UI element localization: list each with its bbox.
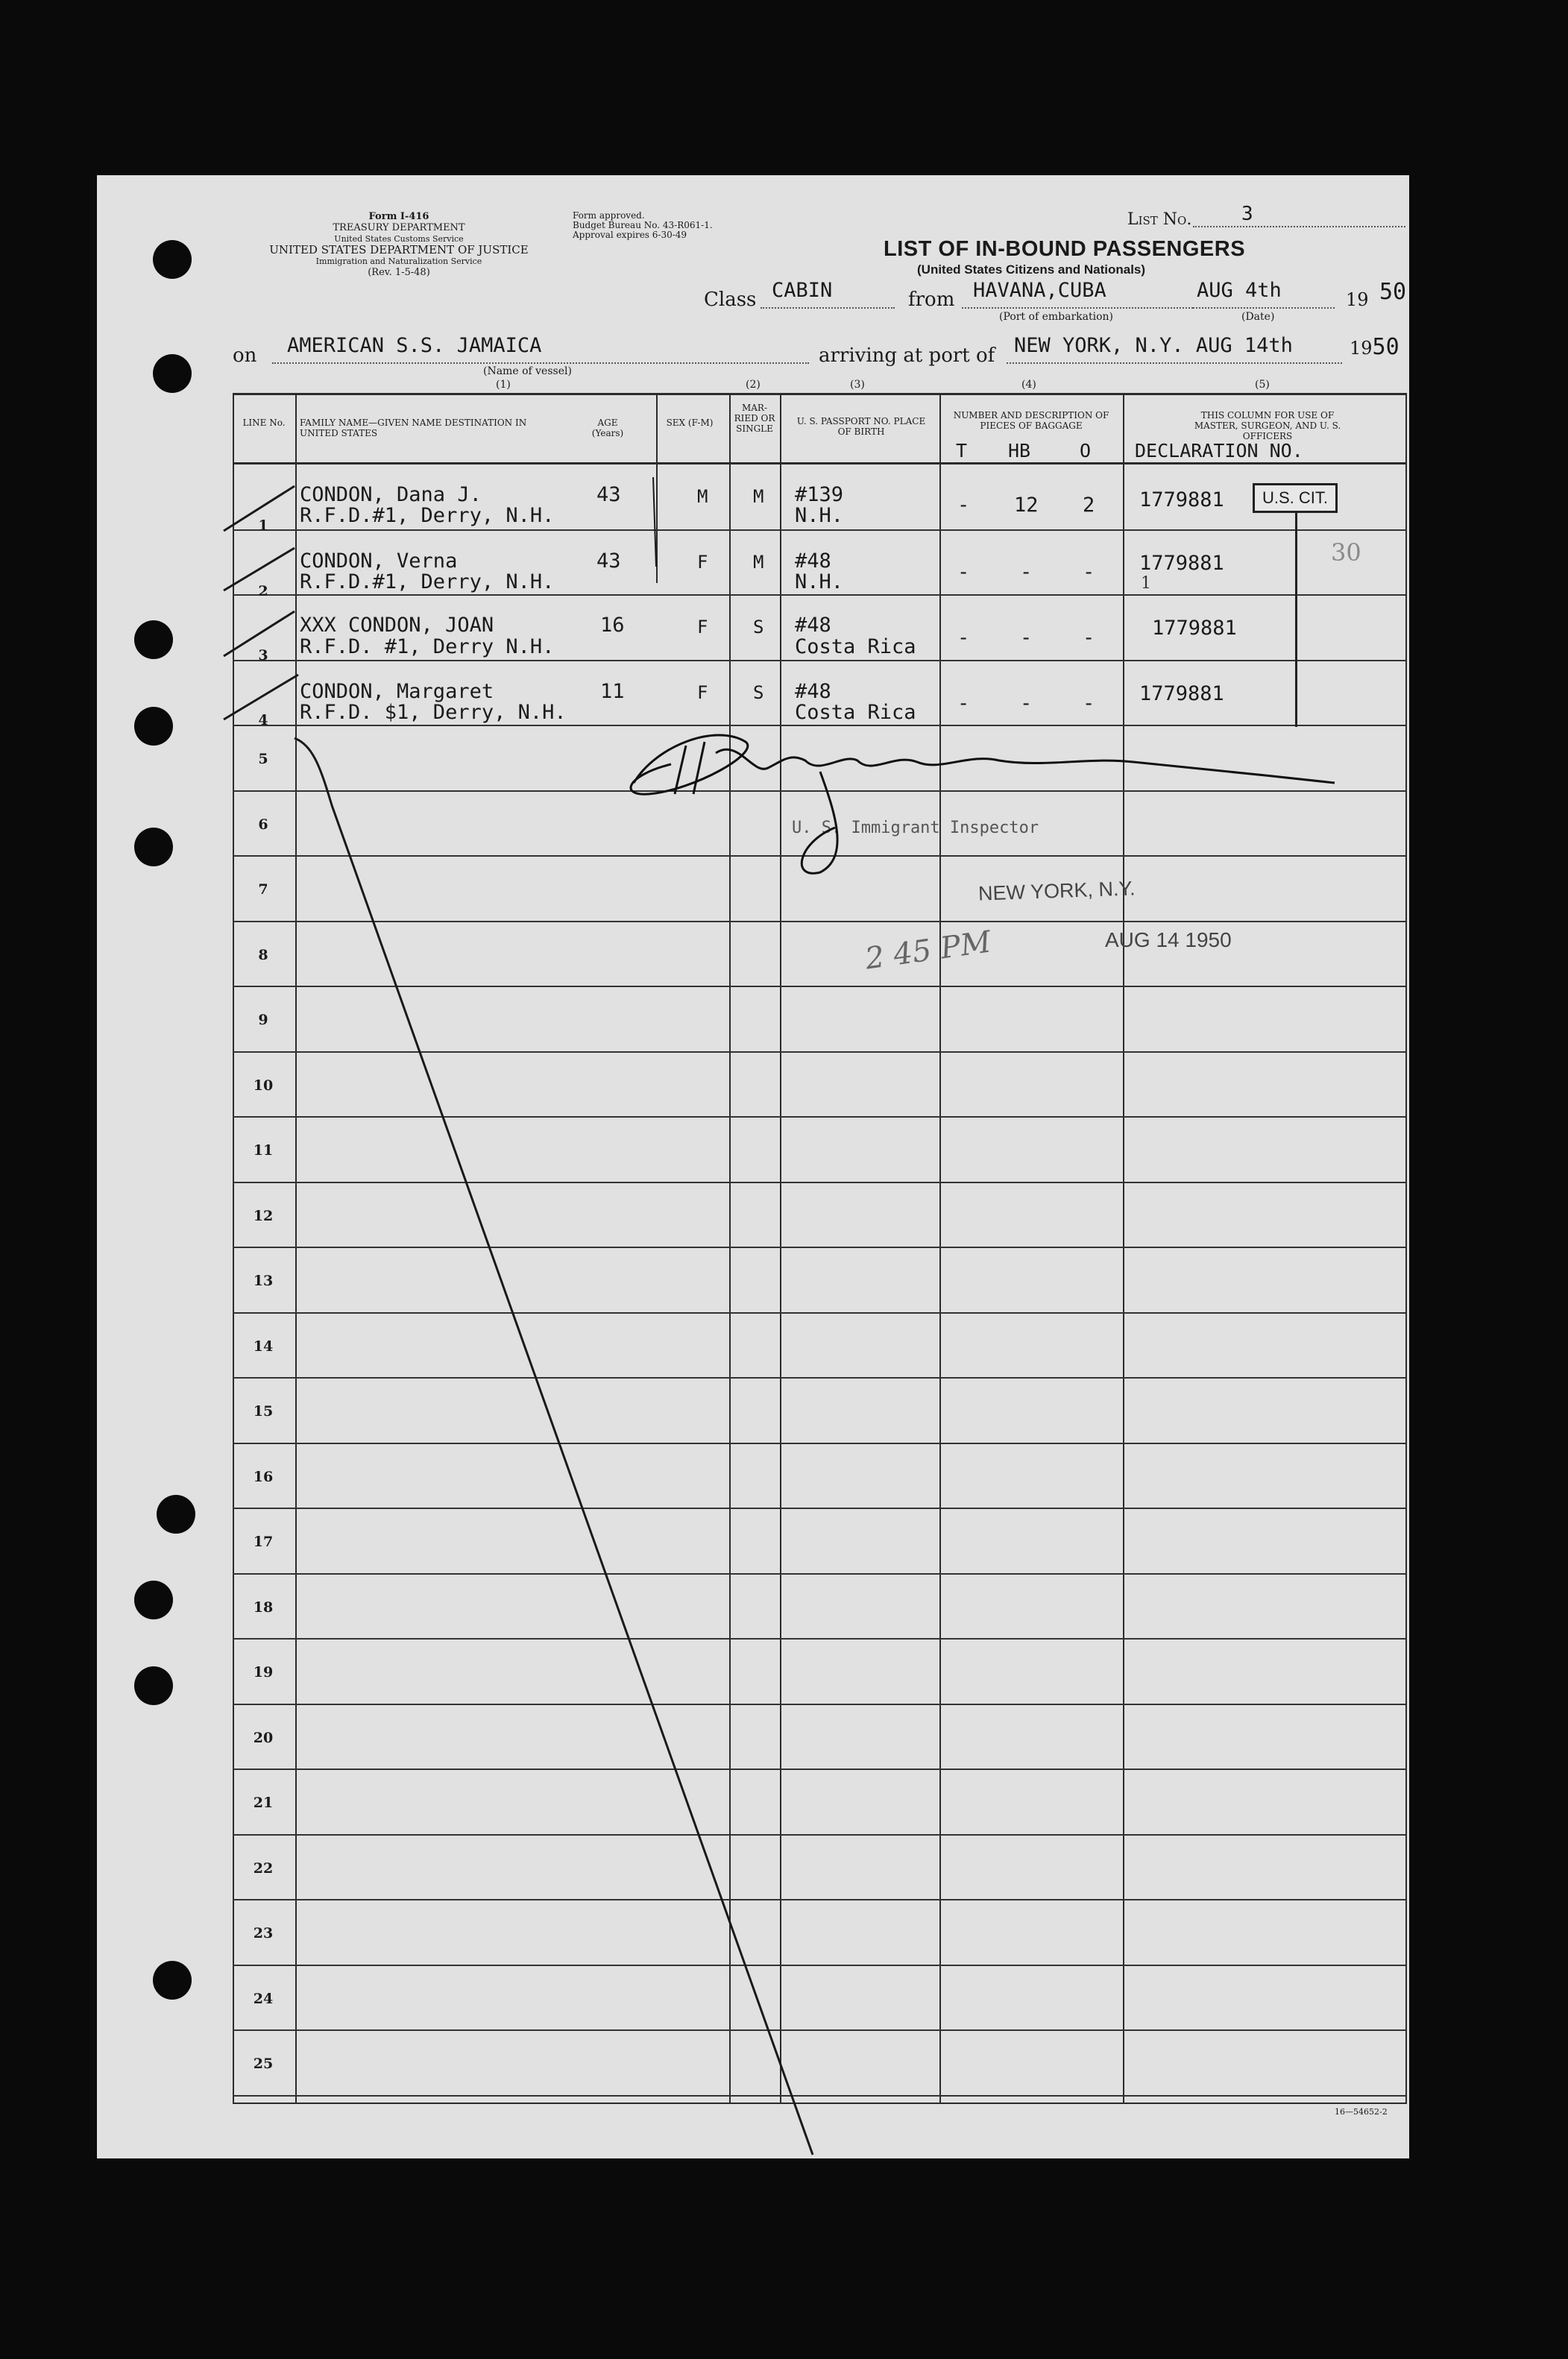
approval-line-3: Approval expires 6-30-49 [573, 230, 687, 240]
page-title: LIST OF IN-BOUND PASSENGERS [884, 237, 1246, 261]
row-rule [233, 1116, 1405, 1118]
passenger-age: 43 [596, 483, 621, 506]
handwritten-time: 2 45 PM [863, 925, 994, 977]
row-rule [233, 529, 1405, 531]
row-rule [233, 1051, 1405, 1053]
passenger-destination: R.F.D. $1, Derry, N.H. [300, 701, 567, 724]
line-number: 25 [253, 2056, 274, 2072]
declaration-number: 1779881 [1152, 617, 1237, 640]
line-number: 4 [258, 712, 268, 728]
column-number-4: (4) [1021, 379, 1036, 391]
justice-department: UNITED STATES DEPARTMENT OF JUSTICE [269, 243, 529, 256]
declaration-number: 1779881 [1139, 682, 1224, 705]
passenger-married: M [753, 552, 764, 573]
line-number: 14 [253, 1338, 274, 1355]
baggage-o: - [1083, 561, 1095, 584]
header-baggage-t: T [956, 440, 968, 462]
binder-hole [134, 620, 173, 659]
baggage-t: - [957, 561, 970, 584]
line-number: 22 [253, 1860, 274, 1877]
passenger-name: XXX CONDON, JOAN [300, 614, 494, 637]
line-number: 6 [258, 816, 268, 833]
stamp-date: AUG 14 1950 [1105, 928, 1232, 951]
birth-place: Costa Rica [795, 635, 916, 658]
line-number: 2 [258, 583, 268, 599]
column-number-5: (5) [1255, 379, 1270, 391]
passenger-name: CONDON, Dana J. [300, 483, 482, 506]
form-header-left [224, 211, 574, 278]
row-rule [233, 1443, 1405, 1444]
header-declaration: DECLARATION NO. [1135, 440, 1303, 462]
binder-hole [134, 1581, 173, 1619]
binder-hole [134, 707, 173, 746]
passenger-destination: R.F.D. #1, Derry N.H. [300, 635, 555, 658]
approval-line-1: Form approved. [573, 210, 645, 221]
handwritten-count: 30 [1331, 538, 1361, 567]
line-number: 24 [253, 1991, 274, 2007]
passenger-age: 43 [596, 549, 621, 573]
form-number: Form I-416 [368, 211, 429, 222]
baggage-hb: - [1020, 692, 1033, 715]
revision: (Rev. 1-5-48) [368, 267, 430, 278]
header-baggage: NUMBER AND DESCRIPTION OF PIECES OF BAGGAGE [953, 410, 1109, 431]
customs-service: United States Customs Service [334, 234, 464, 244]
inspector-caption: U. S. Immigrant Inspector [792, 819, 1039, 837]
binder-hole [153, 240, 192, 279]
vessel-name: AMERICAN S.S. JAMAICA [287, 334, 542, 357]
baggage-hb: 12 [1014, 494, 1039, 517]
passport-number: #48 [795, 680, 831, 703]
list-label: List No. [1127, 210, 1192, 229]
passenger-sex: M [697, 486, 708, 507]
year-suffix: 50 [1379, 279, 1407, 305]
binder-hole [157, 1495, 195, 1534]
class-value: CABIN [772, 279, 833, 302]
baggage-hb: - [1020, 626, 1033, 649]
embarkation-date: AUG 4th [1197, 279, 1282, 302]
on-label: on [233, 344, 257, 367]
arriving-label: arriving at port of [819, 344, 995, 367]
line-number: 17 [253, 1534, 274, 1550]
line-number: 13 [253, 1273, 274, 1289]
stamp-city: NEW YORK, N.Y. [977, 877, 1136, 905]
row-rule [233, 2029, 1405, 2031]
passenger-sex: F [697, 682, 708, 703]
page-subtitle: (United States Citizens and Nationals) [917, 262, 1146, 277]
row-rule [233, 594, 1405, 596]
row-rule [233, 1377, 1405, 1379]
line-number: 11 [253, 1142, 274, 1159]
row-rule [233, 790, 1405, 792]
date-caption: (Date) [1241, 311, 1275, 323]
handwritten-tick: 1 [1141, 574, 1151, 593]
header-passport: U. S. PASSPORT NO. PLACE OF BIRTH [796, 416, 926, 437]
year-prefix: 19 [1346, 289, 1369, 310]
header-sex: SEX (F-M) [666, 418, 714, 428]
row-rule [233, 1769, 1405, 1770]
line-number: 5 [258, 751, 268, 767]
row-rule [233, 1834, 1405, 1836]
row-rule [233, 1247, 1405, 1248]
treasury-department: TREASURY DEPARTMENT [333, 222, 465, 233]
passenger-married: M [753, 486, 764, 507]
arrival-year [1350, 334, 1399, 360]
passenger-sex: F [697, 552, 708, 573]
passenger-name: CONDON, Verna [300, 549, 458, 573]
line-number: 16 [253, 1469, 274, 1485]
baggage-hb: - [1020, 561, 1033, 584]
passenger-age: 16 [600, 614, 625, 637]
passenger-destination: R.F.D.#1, Derry, N.H. [300, 570, 555, 593]
baggage-o: 2 [1083, 494, 1095, 517]
line-number: 19 [253, 1664, 274, 1681]
binder-hole [134, 828, 173, 866]
binder-hole [153, 1961, 192, 2000]
form-approval [573, 211, 713, 240]
baggage-t: - [957, 626, 970, 649]
header-age: AGE (Years) [591, 418, 624, 438]
row-rule [233, 1965, 1405, 1966]
row-rule [233, 1899, 1405, 1900]
row-rule [233, 986, 1405, 987]
header-married: MAR-RIED OR SINGLE [734, 403, 775, 434]
column-number-1: (1) [496, 379, 511, 391]
header-baggage-o: O [1080, 440, 1092, 462]
from-label: from [908, 289, 955, 311]
passenger-married: S [753, 682, 764, 703]
line-number: 18 [253, 1599, 274, 1616]
line-number: 23 [253, 1925, 274, 1941]
row-rule [233, 1704, 1405, 1705]
binder-hole [153, 354, 192, 393]
row-rule [233, 1312, 1405, 1314]
baggage-t: - [957, 494, 970, 517]
header-name: FAMILY NAME—GIVEN NAME DESTINATION IN UNITED STATES [300, 418, 527, 438]
ins-service: Immigration and Naturalization Service [315, 256, 482, 266]
line-number: 1 [258, 517, 268, 534]
passenger-destination: R.F.D.#1, Derry, N.H. [300, 504, 555, 527]
arrival-year-suffix: 50 [1372, 334, 1399, 360]
passport-number: #139 [795, 483, 844, 506]
embarkation-port: HAVANA,CUBA [973, 279, 1106, 302]
passenger-sex: F [697, 617, 708, 637]
baggage-o: - [1083, 626, 1095, 649]
passport-number: #48 [795, 549, 831, 573]
column-number-3: (3) [850, 379, 865, 391]
approval-line-2: Budget Bureau No. 43-R061-1. [573, 220, 713, 230]
manifest-sheet [97, 175, 1409, 2158]
row-rule [233, 855, 1405, 857]
passenger-age: 11 [600, 680, 625, 703]
line-number: 8 [258, 947, 268, 963]
row-rule [233, 1182, 1405, 1183]
print-code: 16—54652-2 [1335, 2107, 1388, 2117]
arrival-year-prefix: 19 [1350, 338, 1373, 359]
row-rule [233, 921, 1405, 922]
line-number: 15 [253, 1403, 274, 1420]
vessel-caption: (Name of vessel) [483, 365, 572, 377]
baggage-o: - [1083, 692, 1095, 715]
line-number: 10 [253, 1077, 274, 1094]
row-rule [233, 725, 1405, 726]
us-citizen-stamp: U.S. CIT. [1253, 483, 1338, 513]
binder-hole [134, 1666, 173, 1705]
row-rule [233, 1573, 1405, 1575]
birth-place: N.H. [795, 504, 844, 527]
line-number: 3 [258, 647, 268, 664]
arrival-port-date: NEW YORK, N.Y. AUG 14th [1014, 334, 1293, 357]
list-number: 3 [1241, 203, 1253, 225]
row-rule [233, 1638, 1405, 1640]
passenger-married: S [753, 617, 764, 637]
baggage-t: - [957, 692, 970, 715]
class-label: Class [704, 289, 757, 311]
declaration-number: 1779881 [1139, 488, 1224, 511]
line-number: 7 [258, 881, 268, 898]
row-rule [233, 660, 1405, 661]
passenger-name: CONDON, Margaret [300, 680, 494, 703]
line-number: 20 [253, 1730, 274, 1746]
header-baggage-hb: HB [1008, 440, 1031, 462]
line-number: 21 [253, 1795, 274, 1811]
declaration-number: 1779881 [1139, 552, 1224, 575]
column-number-2: (2) [746, 379, 761, 391]
row-rule [233, 2095, 1405, 2097]
port-caption: (Port of embarkation) [999, 311, 1113, 323]
row-rule [233, 1508, 1405, 1509]
line-number: 9 [258, 1012, 268, 1028]
header-officers: THIS COLUMN FOR USE OF MASTER, SURGEON, AND U. S. OFFICERS [1194, 410, 1341, 441]
header-line-no: LINE No. [242, 418, 286, 428]
birth-place: Costa Rica [795, 701, 916, 724]
birth-place: N.H. [795, 570, 844, 593]
line-number: 12 [253, 1208, 274, 1224]
passport-number: #48 [795, 614, 831, 637]
